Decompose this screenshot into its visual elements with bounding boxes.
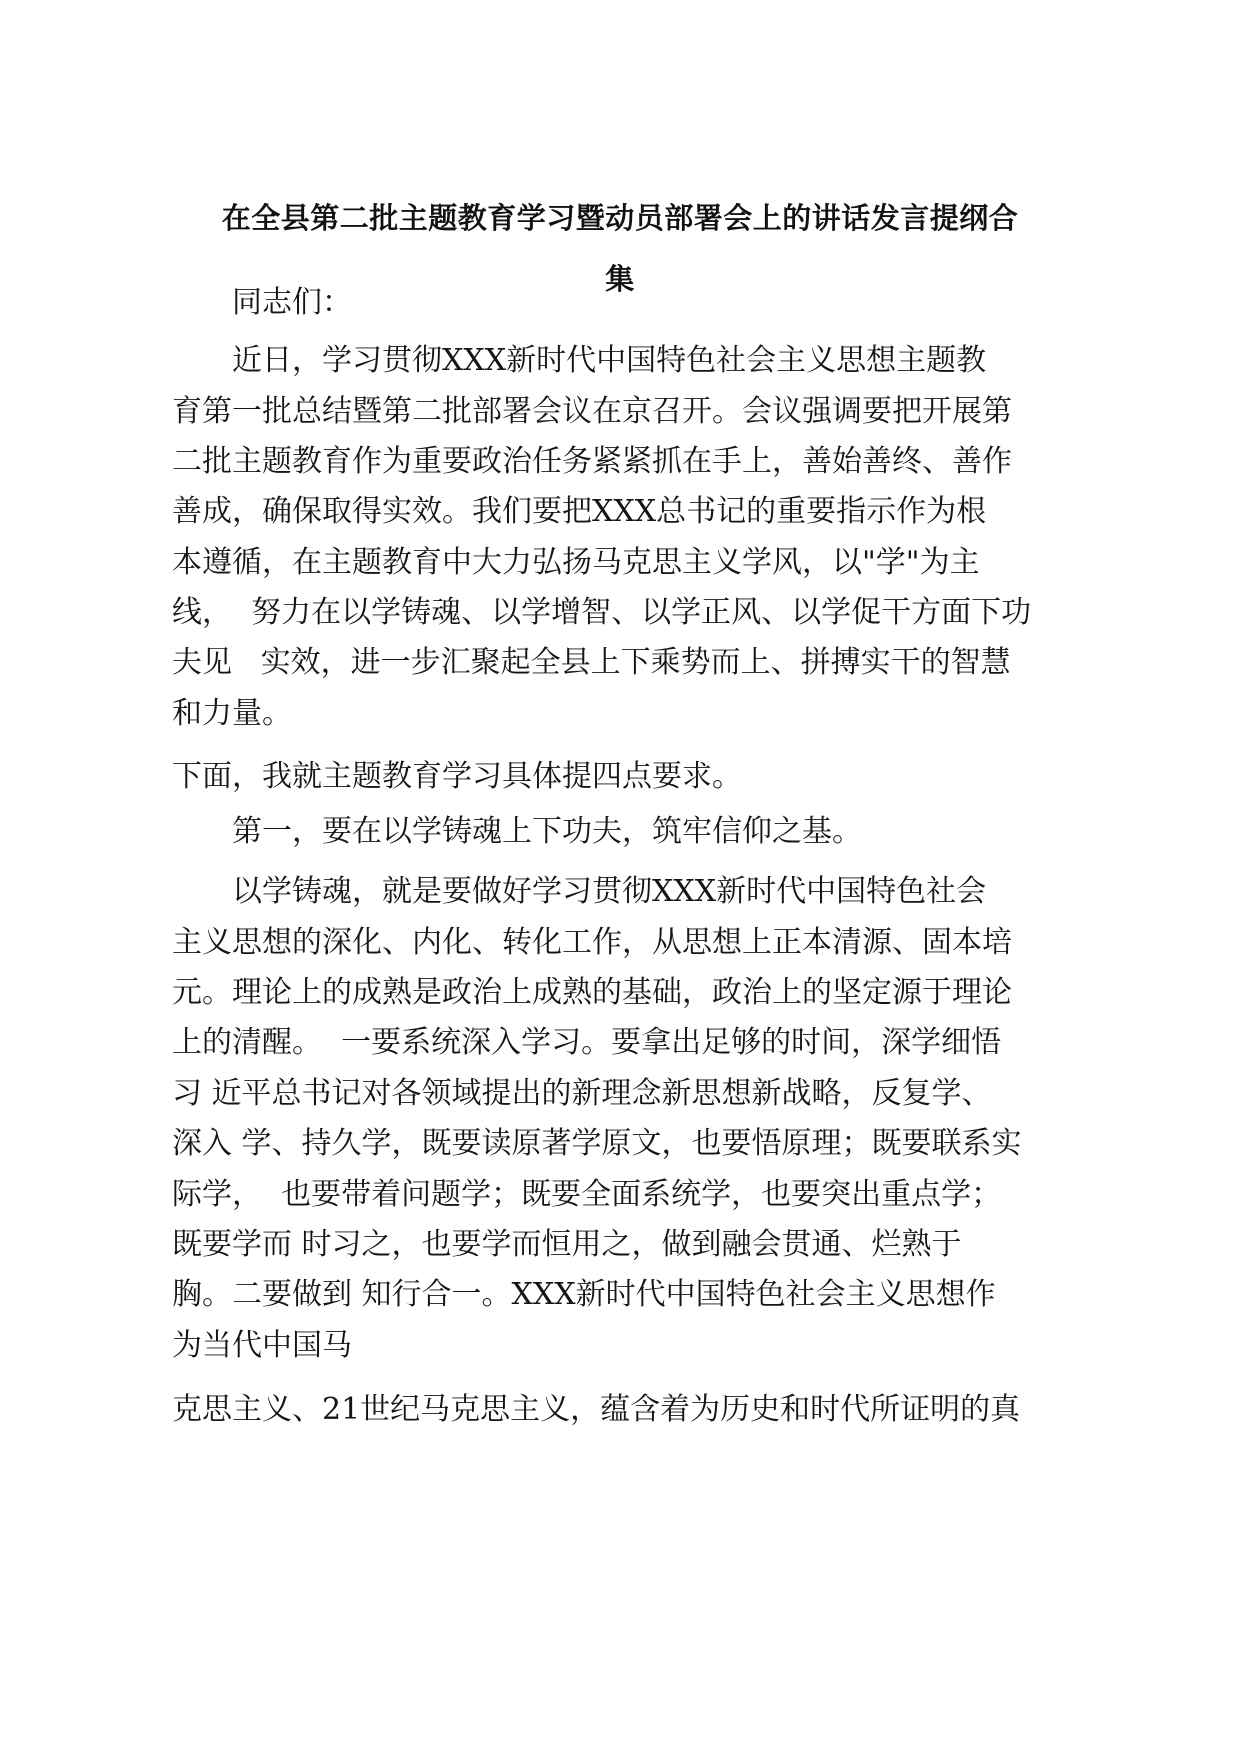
paragraph-line: 胸。二要做到 知行合一。XXX新时代中国特色社会主义思想作 [172, 1277, 996, 1312]
paragraph-line: 近日，学习贯彻XXX新时代中国特色社会主义思想主题教 [232, 343, 987, 378]
paragraph-line: 育第一批总结暨第二批部署会议在京召开。会议强调要把开展第 [172, 394, 1012, 429]
paragraph-line: 习 近平总书记对各领域提出的新理念新思想新战略，反复学、 [172, 1076, 992, 1111]
document-title-line-2: 集 [605, 262, 635, 296]
section-heading: 第一，要在以学铸魂上下功夫，筑牢信仰之基。 [232, 814, 862, 849]
paragraph-line: 善成，确保取得实效。我们要把XXX总书记的重要指示作为根 [172, 494, 987, 529]
paragraph-line: 线， 努力在以学铸魂、以学增智、以学正风、以学促干方面下功 [172, 595, 1032, 630]
paragraph-line: 下面，我就主题教育学习具体提四点要求。 [172, 759, 742, 794]
paragraph-line: 和力量。 [172, 696, 292, 731]
paragraph-line: 夫见 实效，进一步汇聚起全县上下乘势而上、拼搏实干的智慧 [172, 645, 1011, 680]
paragraph-line: 上的清醒。 一要系统深入学习。要拿出足够的时间，深学细悟 [172, 1025, 1002, 1060]
paragraph-line: 克思主义、21世纪马克思主义，蕴含着为历史和时代所证明的真 [172, 1392, 1021, 1427]
paragraph-line: 际学， 也要带着问题学；既要全面系统学，也要突出重点学； [172, 1177, 1002, 1212]
paragraph-line: 既要学而 时习之，也要学而恒用之，做到融会贯通、烂熟于 [172, 1227, 962, 1262]
paragraph-line: 元。理论上的成熟是政治上成熟的基础，政治上的坚定源于理论 [172, 975, 1012, 1010]
paragraph-line: 以学铸魂，就是要做好学习贯彻XXX新时代中国特色社会 [232, 874, 987, 909]
salutation: 同志们： [232, 285, 352, 320]
paragraph-line: 二批主题教育作为重要政治任务紧紧抓在手上，善始善终、善作 [172, 444, 1012, 479]
paragraph-line: 为当代中国马 [172, 1328, 352, 1363]
paragraph-line: 本遵循，在主题教育中大力弘扬马克思主义学风，以"学"为主 [172, 545, 980, 580]
paragraph-line: 主义思想的深化、内化、转化工作，从思想上正本清源、固本培 [172, 925, 1012, 960]
document-title-line-1: 在全县第二批主题教育学习暨动员部署会上的讲话发言提纲合 [221, 201, 1019, 235]
paragraph-line: 深入 学、持久学，既要读原著学原文，也要悟原理；既要联系实 [172, 1126, 1022, 1161]
